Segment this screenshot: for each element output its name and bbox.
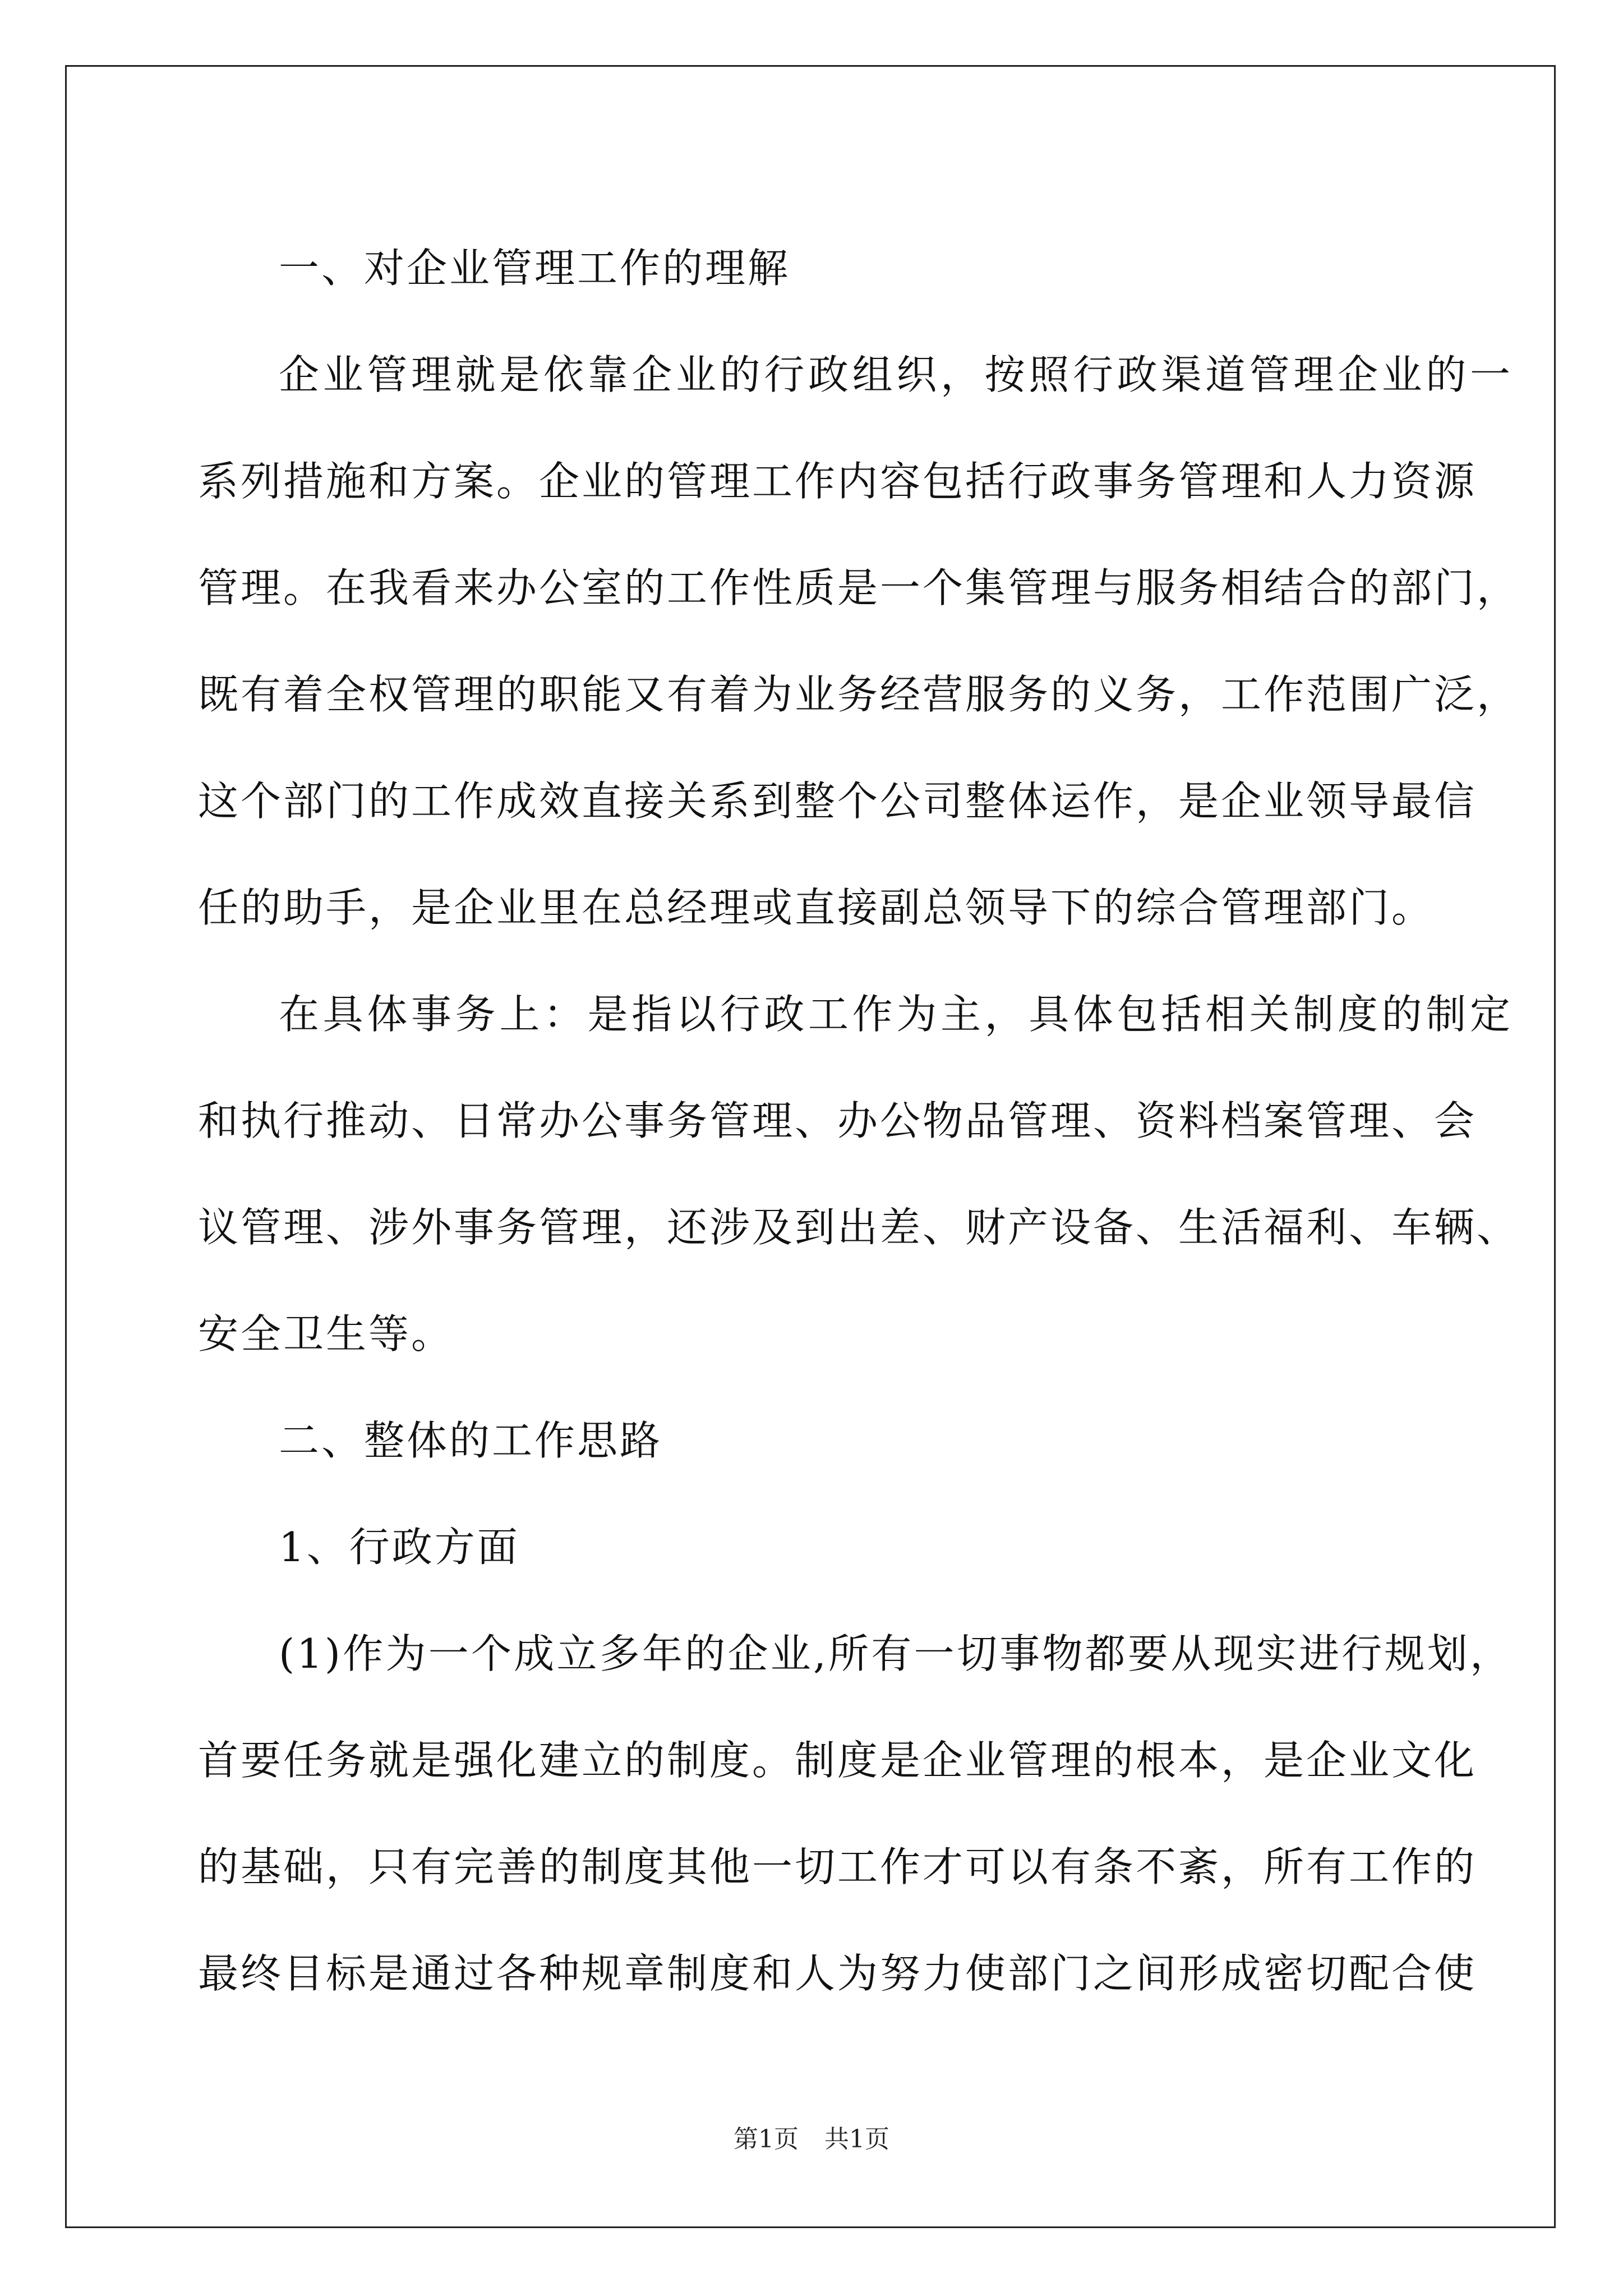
paragraph-line: 管理。在我看来办公室的工作性质是一个集管理与服务相结合的部门， bbox=[198, 564, 1520, 611]
document-body bbox=[198, 215, 1520, 2027]
paragraph-line: 最终目标是通过各种规章制度和人为努力使部门之间形成密切配合使 bbox=[198, 1950, 1477, 1997]
page-footer bbox=[0, 2123, 1623, 2156]
subsection-heading: 1、行政方面 bbox=[279, 1524, 520, 1571]
paragraph-line: 这个部门的工作成效直接关系到整个公司整体运作，是企业领导最信 bbox=[198, 777, 1477, 825]
page-number: 第1页 bbox=[734, 2125, 799, 2154]
paragraph-line: 和执行推动、日常办公事务管理、办公物品管理、资料档案管理、会 bbox=[198, 1097, 1477, 1144]
paragraph-line: 既有着全权管理的职能又有着为业务经营服务的义务，工作范围广泛， bbox=[198, 671, 1520, 718]
section-heading: 一、对企业管理工作的理解 bbox=[279, 245, 791, 292]
page-total: 共1页 bbox=[824, 2125, 889, 2154]
paragraph-line: 安全卫生等。 bbox=[198, 1310, 454, 1358]
paragraph-line: 企业管理就是依靠企业的行政组织，按照行政渠道管理企业的一 bbox=[279, 351, 1513, 398]
paragraph-line: (1)作为一个成立多年的企业,所有一切事物都要从现实进行规划， bbox=[279, 1630, 1513, 1677]
paragraph-line: 议管理、涉外事务管理，还涉及到出差、财产设备、生活福利、车辆、 bbox=[198, 1204, 1520, 1251]
paragraph-line: 的基础，只有完善的制度其他一切工作才可以有条不紊，所有工作的 bbox=[198, 1843, 1477, 1890]
paragraph-line: 任的助手，是企业里在总经理或直接副总领导下的综合管理部门。 bbox=[198, 884, 1435, 931]
paragraph-line: 在具体事务上：是指以行政工作为主，具体包括相关制度的制定 bbox=[279, 991, 1513, 1038]
paragraph-line: 首要任务就是强化建立的制度。制度是企业管理的根本，是企业文化 bbox=[198, 1737, 1477, 1784]
section-heading: 二、整体的工作思路 bbox=[279, 1417, 663, 1464]
paragraph-line: 系列措施和方案。企业的管理工作内容包括行政事务管理和人力资源 bbox=[198, 458, 1477, 505]
